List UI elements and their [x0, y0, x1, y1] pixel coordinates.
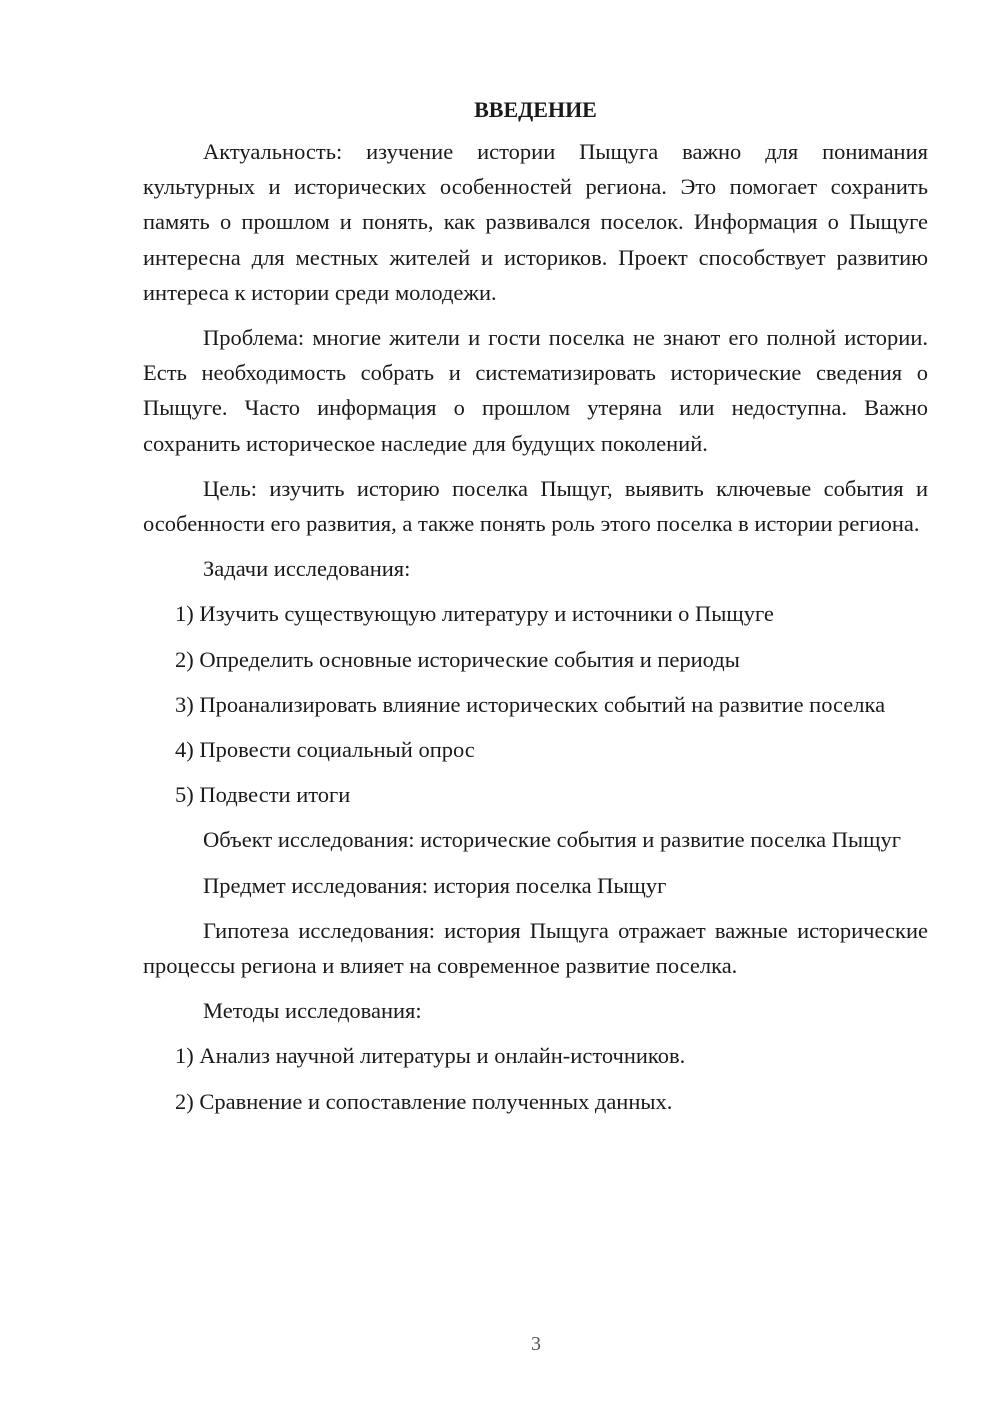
task-item-5: 5) Подвести итоги [175, 782, 351, 808]
task-item-4: 4) Провести социальный опрос [175, 737, 475, 763]
paragraph-goal: Цель: изучить историю поселка Пыщуг, выявить ключевые события и особенности его развития, а также понять роль этого поселка в истории региона. [143, 475, 928, 537]
method-item-1: 1) Анализ научной литературы и онлайн-источников. [175, 1043, 686, 1069]
page-number: 3 [531, 1333, 541, 1355]
paragraph-object: Объект исследования: исторические события и развитие поселка Пыщуг [203, 827, 901, 853]
paragraph-subject: Предмет исследования: история поселка Пыщуг [203, 872, 667, 898]
paragraph-hypothesis: Гипотеза исследования: история Пыщуга отражает важные исторические процессы региона и влияет на современное развитие поселка. [143, 917, 928, 979]
method-item-2: 2) Сравнение и сопоставление полученных данных. [175, 1088, 673, 1114]
task-item-3: 3) Проанализировать влияние исторических событий на развитие поселка [175, 691, 886, 717]
page-title: ВВЕДЕНИЕ [474, 97, 597, 122]
paragraph-problem: Проблема: многие жители и гости поселка не знают его полной истории. Есть необходимость собрать и систематизировать исторические сведения о Пыщуге. Часто информация о прошлом утеряна или недоступна. Важно сохранить историческое наследие для будущих поколений. [143, 325, 928, 456]
tasks-title: Задачи исследования: [203, 556, 411, 582]
methods-title: Методы исследования: [203, 998, 422, 1024]
document-page [143, 92, 928, 1129]
task-item-1: 1) Изучить существующую литературу и источники о Пыщуге [175, 601, 774, 627]
task-item-2: 2) Определить основные исторические события и периоды [175, 646, 740, 672]
paragraph-relevance: Актуальность: изучение истории Пыщуга важно для понимания культурных и исторических особенностей региона. Это помогает сохранить память о прошлом и понять, как развивался поселок. Информация о Пыщуге интересна для местных жителей и историков. Проект способствует развитию интереса к истории среди молодежи. [143, 139, 928, 305]
